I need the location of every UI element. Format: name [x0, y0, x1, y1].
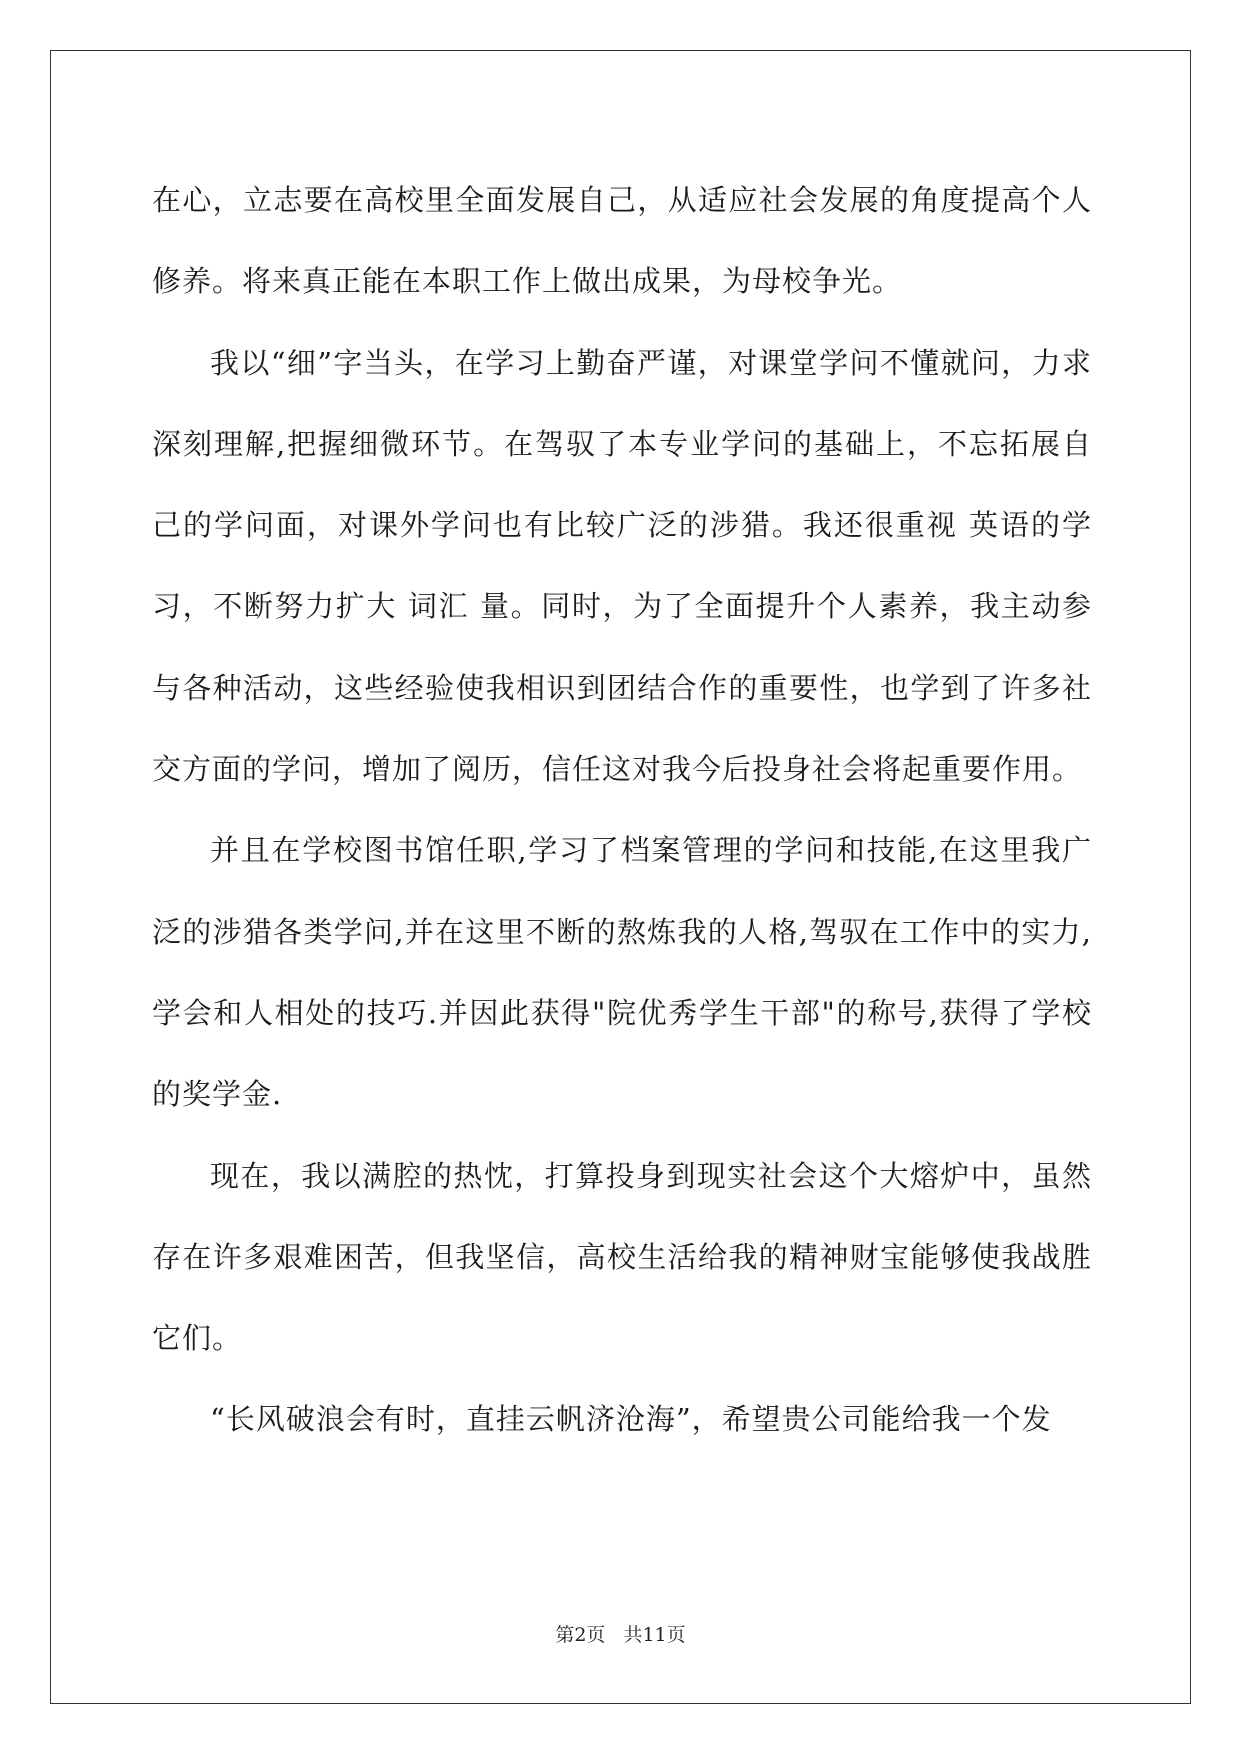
paragraph: “长风破浪会有时，直挂云帆济沧海”，希望贵公司能给我一个发	[210, 1402, 1052, 1437]
paragraph: 并且在学校图书馆任职,学习了档案管理的学问和技能,在这里我广泛的涉猎各类学问,并在这里不断的熬炼我的人格,驾驭在工作中的实力,学会和人相处的技巧.并因此获得"院优秀学生干部"的称号,获得了学校的奖学金.	[152, 833, 1092, 1112]
page-number: 第2页	[555, 1624, 606, 1646]
paragraph: 我以“细”字当头，在学习上勤奋严谨，对课堂学问不懂就问，力求深刻理解,把握细微环节。在驾驭了本专业学问的基础上，不忘拓展自己的学问面，对课外学问也有比较广泛的涉猎。我还很重视 英语的学习，不断努力扩大 词汇 量。同时，为了全面提升个人素养，我主动参与各种活动，这些经验使我相识到团结合作的重要性，也学到了许多社交方面的学问，增加了阅历，信任这对我今后投身社会将起重要作用。	[152, 345, 1092, 787]
document-body	[152, 160, 1092, 1461]
paragraph: 在心，立志要在高校里全面发展自己，从适应社会发展的角度提高个人修养。将来真正能在本职工作上做出成果，为母校争光。	[152, 183, 1092, 299]
paragraph: 现在，我以满腔的热忱，打算投身到现实社会这个大熔炉中，虽然存在许多艰难困苦，但我坚信，高校生活给我的精神财宝能够使我战胜它们。	[152, 1158, 1092, 1356]
page-total: 共11页	[623, 1624, 686, 1646]
page-footer	[0, 1620, 1241, 1647]
